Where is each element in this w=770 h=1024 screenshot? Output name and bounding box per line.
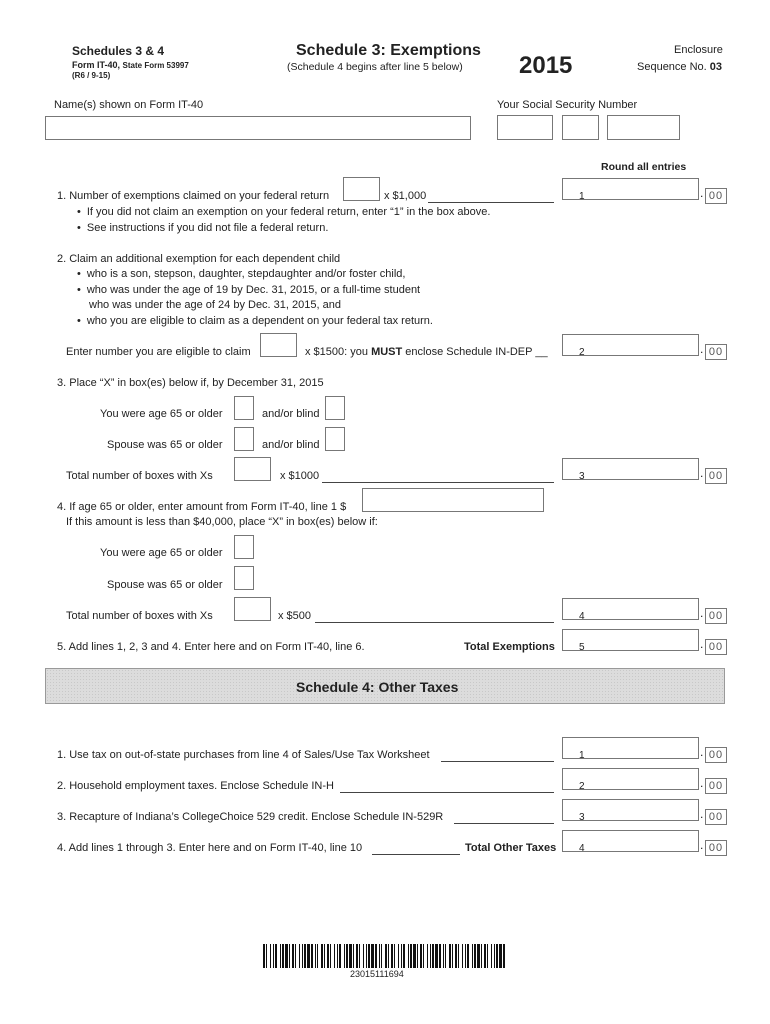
barcode-bar bbox=[477, 944, 480, 968]
barcode-bar bbox=[263, 944, 265, 968]
barcode-bar bbox=[401, 944, 402, 968]
s4-line3-leader bbox=[454, 823, 554, 824]
barcode-bar bbox=[430, 944, 431, 968]
barcode-bar bbox=[368, 944, 370, 968]
barcode-bar bbox=[467, 944, 469, 968]
s4-line4-leader bbox=[372, 854, 460, 855]
barcode-bar bbox=[363, 944, 364, 968]
s4-line4-number: 4 bbox=[579, 843, 585, 854]
barcode-bar bbox=[307, 944, 310, 968]
sequence-label: Sequence No. bbox=[637, 61, 707, 73]
barcode-bar bbox=[275, 944, 277, 968]
line3-total-label: Total number of boxes with Xs bbox=[66, 470, 213, 482]
decimal-point: . bbox=[700, 466, 704, 480]
line4-spouse-checkbox[interactable] bbox=[234, 566, 254, 590]
barcode-bar bbox=[491, 944, 492, 968]
barcode-bar bbox=[427, 944, 428, 968]
decimal-point: . bbox=[700, 776, 704, 790]
page-title: Schedule 3: Exemptions bbox=[296, 42, 481, 59]
barcode-bar bbox=[302, 944, 303, 968]
barcode-bar bbox=[359, 944, 360, 968]
barcode-bar bbox=[398, 944, 399, 968]
barcode-bar bbox=[299, 944, 300, 968]
names-input[interactable] bbox=[45, 116, 471, 140]
decimal-point: . bbox=[700, 342, 704, 356]
line1-multiplier: x $1,000 bbox=[384, 190, 427, 202]
line2-must: MUST bbox=[371, 346, 403, 358]
line4-total-input[interactable] bbox=[234, 597, 271, 621]
line3-spouse-blind-checkbox[interactable] bbox=[325, 427, 345, 451]
line4-number: 4 bbox=[579, 611, 585, 622]
barcode-bar bbox=[321, 944, 323, 968]
line2-cents: 00 bbox=[705, 344, 727, 360]
ssn-part3-input[interactable] bbox=[607, 115, 680, 140]
barcode-bar bbox=[503, 944, 505, 968]
barcode-bar bbox=[270, 944, 271, 968]
line1-bullet-1: • If you did not claim an exemption on your federal return, enter “1” in the box above. bbox=[77, 206, 490, 218]
page-subtitle: (Schedule 4 begins after line 5 below) bbox=[287, 61, 463, 73]
barcode-bar bbox=[465, 944, 466, 968]
line4-multiplier: x $500 bbox=[278, 610, 312, 622]
barcode-bar bbox=[304, 944, 306, 968]
barcode-bar bbox=[334, 944, 335, 968]
ssn-label: Your Social Security Number bbox=[497, 99, 638, 111]
barcode-bar bbox=[408, 944, 409, 968]
ssn-part2-input[interactable] bbox=[562, 115, 599, 140]
barcode-bar bbox=[484, 944, 486, 968]
line4-total-label: Total number of boxes with Xs bbox=[66, 610, 213, 622]
line2-continuation: who was under the age of 24 by Dec. 31, 2015, and bbox=[89, 299, 341, 311]
barcode-bar bbox=[349, 944, 352, 968]
barcode-bar bbox=[330, 944, 331, 968]
barcode-bar bbox=[337, 944, 338, 968]
barcode-bar bbox=[344, 944, 345, 968]
s4-line1-cents: 00 bbox=[705, 747, 727, 763]
line2-dependents-input[interactable] bbox=[260, 333, 297, 357]
barcode-number: 23015111694 bbox=[350, 969, 404, 979]
barcode-bar bbox=[423, 944, 424, 968]
line1-leader bbox=[428, 202, 554, 203]
line3-you-label: You were age 65 or older bbox=[100, 408, 223, 420]
line3-total-input[interactable] bbox=[234, 457, 271, 481]
barcode-bar bbox=[289, 944, 290, 968]
barcode-bar bbox=[413, 944, 416, 968]
line3-leader bbox=[322, 482, 554, 483]
line1-bullet-2: • See instructions if you did not file a federal return. bbox=[77, 222, 328, 234]
line3-cents: 00 bbox=[705, 468, 727, 484]
barcode-bar bbox=[487, 944, 488, 968]
schedules-title: Schedules 3 & 4 bbox=[72, 44, 165, 58]
s4-line1-leader bbox=[441, 761, 554, 762]
line5-text: 5. Add lines 1, 2, 3 and 4. Enter here and on Form IT-40, line 6. bbox=[57, 641, 365, 653]
tax-year: 2015 bbox=[519, 52, 573, 79]
sequence-number: 03 bbox=[709, 61, 723, 73]
barcode-bar bbox=[496, 944, 498, 968]
barcode-bar bbox=[315, 944, 316, 968]
barcode-bar bbox=[346, 944, 348, 968]
s4-line4-cents: 00 bbox=[705, 840, 727, 856]
barcode-bar bbox=[285, 944, 288, 968]
line4-you-label: You were age 65 or older bbox=[100, 547, 223, 559]
barcode-bar bbox=[472, 944, 473, 968]
line4-text: 4. If age 65 or older, enter amount from Form IT-40, line 1 $ bbox=[57, 501, 347, 513]
line3-spouse-65-checkbox[interactable] bbox=[234, 427, 254, 451]
s4-line3-cents: 00 bbox=[705, 809, 727, 825]
line1-cents: 00 bbox=[705, 188, 727, 204]
line2-enclose-text: enclose Schedule IN-DEP __ bbox=[405, 346, 548, 358]
barcode-bar bbox=[339, 944, 341, 968]
barcode-bar bbox=[292, 944, 294, 968]
barcode-bar bbox=[417, 944, 418, 968]
line1-number: 1 bbox=[579, 191, 585, 202]
line2-bullet-2: • who was under the age of 19 by Dec. 31, 2015, or a full-time student bbox=[77, 284, 420, 296]
ssn-part1-input[interactable] bbox=[497, 115, 553, 140]
s4-line2-leader bbox=[340, 792, 554, 793]
barcode-bar bbox=[273, 944, 274, 968]
form-number: Form IT-40, bbox=[72, 60, 121, 70]
line2-number: 2 bbox=[579, 347, 585, 358]
barcode-bar bbox=[353, 944, 354, 968]
decimal-point: . bbox=[700, 838, 704, 852]
barcode-bar bbox=[385, 944, 387, 968]
barcode-bar bbox=[379, 944, 380, 968]
line2-enter-label: Enter number you are eligible to claim bbox=[66, 346, 251, 358]
barcode-bar bbox=[371, 944, 374, 968]
line3-multiplier: x $1000 bbox=[280, 470, 320, 482]
schedule4-title: Schedule 4: Other Taxes bbox=[296, 679, 459, 695]
line2-bullet-1: • who is a son, stepson, daughter, stepdaughter and/or foster child, bbox=[77, 268, 405, 280]
barcode-bar bbox=[280, 944, 281, 968]
line3-spouse-blind-label: and/or blind bbox=[262, 439, 320, 451]
line3-you-65-checkbox[interactable] bbox=[234, 396, 254, 420]
s4-line2-cents: 00 bbox=[705, 778, 727, 794]
barcode-bar bbox=[356, 944, 358, 968]
barcode bbox=[263, 944, 508, 968]
line4-spouse-label: Spouse was 65 or older bbox=[107, 579, 223, 591]
line4-leader bbox=[315, 622, 554, 623]
line1-text: 1. Number of exemptions claimed on your federal return bbox=[57, 190, 330, 202]
total-other-taxes-label: Total Other Taxes bbox=[465, 842, 557, 854]
line2-bullet-3: • who you are eligible to claim as a dependent on your federal tax return. bbox=[77, 315, 433, 327]
state-form-number: State Form 53997 bbox=[122, 61, 189, 70]
barcode-bar bbox=[439, 944, 441, 968]
barcode-bar bbox=[499, 944, 502, 968]
s4-line2-text: 2. Household employment taxes. Enclose Schedule IN-H bbox=[57, 780, 334, 792]
s4-line2-number: 2 bbox=[579, 781, 585, 792]
line3-you-blind-label: and/or blind bbox=[262, 408, 320, 420]
barcode-bar bbox=[327, 944, 329, 968]
barcode-bar bbox=[403, 944, 405, 968]
decimal-point: . bbox=[700, 186, 704, 200]
barcode-bar bbox=[282, 944, 284, 968]
barcode-bar bbox=[443, 944, 444, 968]
barcode-bar bbox=[410, 944, 412, 968]
s4-line3-text: 3. Recapture of Indiana’s CollegeChoice 529 credit. Enclose Schedule IN-529R bbox=[57, 811, 444, 823]
names-label: Name(s) shown on Form IT-40 bbox=[54, 99, 204, 111]
form-id bbox=[72, 60, 189, 70]
barcode-bar bbox=[317, 944, 318, 968]
line3-spouse-label: Spouse was 65 or older bbox=[107, 439, 223, 451]
line2-multiplier bbox=[305, 346, 548, 358]
s4-line4-text: 4. Add lines 1 through 3. Enter here and on Form IT-40, line 10 bbox=[57, 842, 363, 854]
barcode-bar bbox=[432, 944, 434, 968]
barcode-bar bbox=[435, 944, 438, 968]
s4-line1-number: 1 bbox=[579, 750, 585, 761]
barcode-bar bbox=[388, 944, 389, 968]
line3-number: 3 bbox=[579, 471, 585, 482]
barcode-bar bbox=[366, 944, 367, 968]
line3-you-blind-checkbox[interactable] bbox=[325, 396, 345, 420]
barcode-bar bbox=[375, 944, 377, 968]
line5-cents: 00 bbox=[705, 639, 727, 655]
barcode-bar bbox=[420, 944, 422, 968]
barcode-bar bbox=[458, 944, 459, 968]
barcode-bar bbox=[394, 944, 395, 968]
barcode-bar bbox=[481, 944, 482, 968]
barcode-bar bbox=[455, 944, 457, 968]
line3-text: 3. Place “X” in box(es) below if, by December 31, 2015 bbox=[57, 377, 324, 389]
barcode-bar bbox=[381, 944, 382, 968]
decimal-point: . bbox=[700, 606, 704, 620]
form-revision: (R6 / 9-15) bbox=[72, 71, 111, 80]
line2-text: 2. Claim an additional exemption for each dependent child bbox=[57, 253, 341, 265]
barcode-bar bbox=[445, 944, 446, 968]
s4-line1-text: 1. Use tax on out-of-state purchases from line 4 of Sales/Use Tax Worksheet bbox=[57, 749, 430, 761]
line4-you-checkbox[interactable] bbox=[234, 535, 254, 559]
barcode-bar bbox=[474, 944, 476, 968]
line4-agi-input[interactable] bbox=[362, 488, 544, 512]
barcode-bar bbox=[462, 944, 463, 968]
decimal-point: . bbox=[700, 637, 704, 651]
decimal-point: . bbox=[700, 745, 704, 759]
s4-line3-number: 3 bbox=[579, 812, 585, 823]
barcode-bar bbox=[452, 944, 453, 968]
sequence bbox=[637, 61, 722, 73]
barcode-bar bbox=[391, 944, 393, 968]
round-entries-note: Round all entries bbox=[601, 161, 687, 173]
line1-exemptions-input[interactable] bbox=[343, 177, 380, 201]
barcode-bar bbox=[295, 944, 296, 968]
total-exemptions-label: Total Exemptions bbox=[464, 641, 555, 653]
barcode-bar bbox=[266, 944, 267, 968]
barcode-bar bbox=[324, 944, 325, 968]
line4-text2: If this amount is less than $40,000, place “X” in box(es) below if: bbox=[66, 516, 378, 528]
line2-multiplier-text: x $1500: you bbox=[305, 346, 368, 358]
barcode-bar bbox=[449, 944, 451, 968]
barcode-bar bbox=[494, 944, 495, 968]
line4-cents: 00 bbox=[705, 608, 727, 624]
barcode-bar bbox=[311, 944, 313, 968]
line5-number: 5 bbox=[579, 642, 585, 653]
decimal-point: . bbox=[700, 807, 704, 821]
enclosure-label: Enclosure bbox=[674, 44, 723, 56]
